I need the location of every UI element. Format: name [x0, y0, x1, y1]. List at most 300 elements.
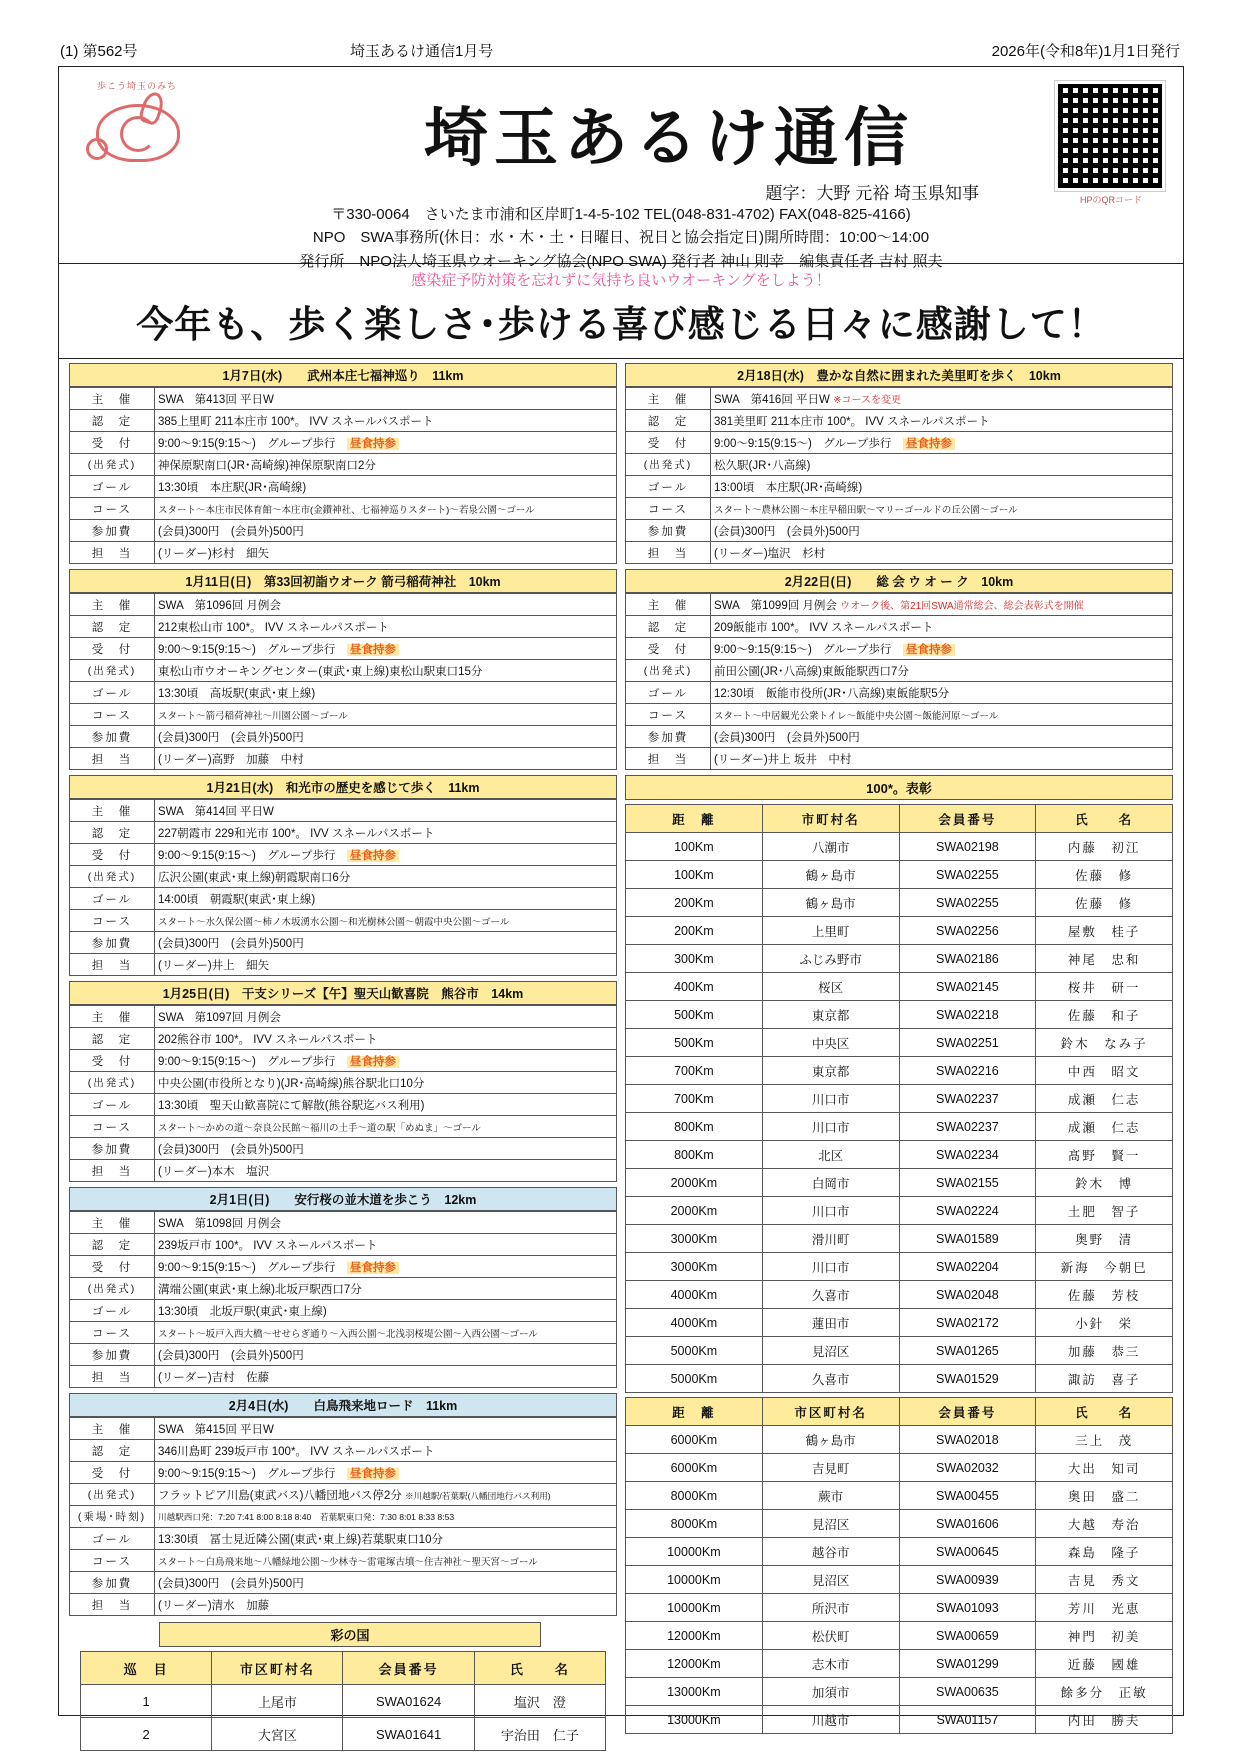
table-cell: SWA02048 — [899, 1281, 1036, 1309]
row-label-fee: 参加費 — [70, 932, 155, 954]
iro-table — [80, 1651, 606, 1751]
table-cell: SWA02255 — [899, 889, 1036, 917]
row-label-fee: 参加費 — [70, 1344, 155, 1366]
event-bus-times: 川越駅西口発：7:20 7:41 8:00 8:18 8:40 若葉駅東口発：7:30 8:01 8:33 8:53 — [155, 1506, 617, 1528]
masthead — [59, 67, 1183, 270]
event-goal: 13:30頃 北坂戸駅(東武･東上線) — [155, 1300, 617, 1322]
event-goal: 13:30頃 高坂駅(東武･東上線) — [155, 682, 617, 704]
table-cell: SWA02032 — [899, 1454, 1036, 1482]
table-cell: 佐藤 修 — [1036, 861, 1173, 889]
table-cell: 8000Km — [626, 1510, 763, 1538]
table-header-cell: 距 離 — [626, 1398, 763, 1426]
row-label-reception: 受 付 — [70, 432, 155, 454]
row-label-goal: ゴール — [70, 1094, 155, 1116]
table-row — [626, 917, 1173, 945]
event-block — [69, 569, 617, 770]
row-label-organizer: 主 催 — [70, 388, 155, 410]
table-header-cell: 会員番号 — [899, 805, 1036, 833]
row-label-leader: 担 当 — [70, 748, 155, 770]
table-cell: 6000Km — [626, 1426, 763, 1454]
table-cell: 500Km — [626, 1029, 763, 1057]
iro-section-title: 彩の国 — [159, 1622, 541, 1647]
table-cell: 成瀬 仁志 — [1036, 1113, 1173, 1141]
event-fee: (会員)300円 (会員外)500円 — [711, 726, 1173, 748]
lunch-badge: 昼食持参 — [903, 644, 955, 656]
table-cell: 東京都 — [762, 1001, 899, 1029]
table-cell: 5000Km — [626, 1365, 763, 1393]
table-row — [626, 1281, 1173, 1309]
event-start: 前田公園(JR･八高線)東飯能駅西口7分 — [711, 660, 1173, 682]
row-label-organizer: 主 催 — [70, 1418, 155, 1440]
row-label-certification: 認 定 — [626, 410, 711, 432]
address-line-2: NPO SWA事務所(休日：水・木・土・日曜日、祝日と協会指定日)開所時間：10:00～14:00 — [312, 229, 930, 247]
event-certification: 239坂戸市 100*。 IVV スネールパスポート — [155, 1234, 617, 1256]
table-cell: SWA02198 — [899, 833, 1036, 861]
lunch-badge: 昼食持参 — [347, 644, 399, 656]
table-row — [626, 1029, 1173, 1057]
event-title: 2月4日(水) 白鳥飛来地ロード 11km — [69, 1393, 617, 1417]
row-label-certification: 認 定 — [626, 616, 711, 638]
row-label-start: (出発式) — [70, 454, 155, 476]
row-label-goal: ゴール — [70, 888, 155, 910]
table-cell: 100Km — [626, 861, 763, 889]
table-cell: 吉見町 — [762, 1454, 899, 1482]
table-cell: 塩沢 澄 — [474, 1685, 605, 1718]
table-row — [626, 973, 1173, 1001]
table-cell: 800Km — [626, 1141, 763, 1169]
event-title: 1月11日(日) 第33回初詣ウオーク 箭弓稲荷神社 10km — [69, 569, 617, 593]
table-cell: SWA00635 — [899, 1678, 1036, 1706]
table-cell: SWA02218 — [899, 1001, 1036, 1029]
table-cell: SWA01624 — [343, 1685, 474, 1718]
table-cell: 10000Km — [626, 1594, 763, 1622]
event-reception: 9:00～9:15(9:15～) グループ歩行 昼食持参 — [155, 1256, 617, 1278]
event-certification: 202熊谷市 100*。 IVV スネールパスポート — [155, 1028, 617, 1050]
event-organizer: SWA 第1097回 月例会 — [155, 1006, 617, 1028]
table-cell: SWA00659 — [899, 1622, 1036, 1650]
table-cell: SWA02237 — [899, 1113, 1036, 1141]
event-course: スタート～白鳥飛来地～八幡緑地公園～少林寺～雷電塚古墳～住吉神社～聖天宮～ゴール — [155, 1550, 617, 1572]
pink-notice: 感染症予防対策を忘れずに気持ち良いウオーキングをしよう！ — [59, 263, 1183, 292]
row-label-course: コース — [70, 498, 155, 520]
table-cell: 餘多分 正敏 — [1036, 1678, 1173, 1706]
table-header-cell: 市区町村名 — [212, 1652, 343, 1685]
row-label-goal: ゴール — [70, 1528, 155, 1550]
event-reception: 9:00～9:15(9:15～) グループ歩行 昼食持参 — [155, 844, 617, 866]
table-cell: 500Km — [626, 1001, 763, 1029]
event-organizer: SWA 第414回 平日W — [155, 800, 617, 822]
table-row — [626, 1454, 1173, 1482]
row-label-certification: 認 定 — [70, 410, 155, 432]
row-label-leader: 担 当 — [70, 954, 155, 976]
table-cell: 100Km — [626, 833, 763, 861]
table-cell: SWA02256 — [899, 917, 1036, 945]
lunch-badge: 昼食持参 — [347, 1056, 399, 1068]
table-cell: 4000Km — [626, 1309, 763, 1337]
table-cell: 見沼区 — [762, 1337, 899, 1365]
table-cell: 700Km — [626, 1085, 763, 1113]
row-label-fee: 参加費 — [626, 726, 711, 748]
row-label-reception: 受 付 — [70, 1256, 155, 1278]
event-goal: 14:00頃 朝霞駅(東武･東上線) — [155, 888, 617, 910]
table-cell: 上尾市 — [212, 1685, 343, 1718]
table-header-cell: 会員番号 — [899, 1398, 1036, 1426]
table-cell: 土肥 智子 — [1036, 1197, 1173, 1225]
table-cell: 蕨市 — [762, 1482, 899, 1510]
row-label-start: (出発式) — [70, 866, 155, 888]
row-label-goal: ゴール — [626, 476, 711, 498]
table-cell: 200Km — [626, 917, 763, 945]
address-block — [59, 203, 1183, 273]
table-cell: 諏訪 喜子 — [1036, 1365, 1173, 1393]
table-cell: 佐藤 和子 — [1036, 1001, 1173, 1029]
row-label-start: (出発式) — [626, 454, 711, 476]
publication-date: 2026年(令和8年)1月1日発行 — [991, 43, 1180, 60]
row-label-reception: 受 付 — [70, 1050, 155, 1072]
event-fee: (会員)300円 (会員外)500円 — [155, 932, 617, 954]
left-column — [65, 363, 621, 1751]
event-reception: 9:00～9:15(9:15～) グループ歩行 昼食持参 — [155, 1462, 617, 1484]
table-cell: 吉見 秀文 — [1036, 1566, 1173, 1594]
lunch-badge: 昼食持参 — [347, 438, 399, 450]
table-row — [626, 833, 1173, 861]
event-course: スタート～本庄市民体育館～本庄市(金鑚神社、七福神巡りスタート)～若泉公園～ゴール — [155, 498, 617, 520]
table-row — [626, 1706, 1173, 1734]
event-start: 東松山市ウオーキングセンター(東武･東上線)東松山駅東口15分 — [155, 660, 617, 682]
table-cell: 志木市 — [762, 1650, 899, 1678]
table-row — [626, 945, 1173, 973]
event-title: 1月7日(水) 武州本庄七福神巡り 11km — [69, 363, 617, 387]
table-cell: 中央区 — [762, 1029, 899, 1057]
row-label-organizer: 主 催 — [70, 1212, 155, 1234]
table-cell: SWA02216 — [899, 1057, 1036, 1085]
row-label-course: コース — [70, 910, 155, 932]
address-line-1: 〒330-0064 さいたま市浦和区岸町1-4-5-102 TEL(048-831-4702) FAX(048-825-4166) — [331, 206, 911, 223]
row-label-fee: 参加費 — [70, 726, 155, 748]
table-cell: SWA02018 — [899, 1426, 1036, 1454]
event-leader: (リーダー)井上 細矢 — [155, 954, 617, 976]
row-label-course: コース — [70, 1322, 155, 1344]
event-organizer: SWA 第1096回 月例会 — [155, 594, 617, 616]
table-cell: SWA00939 — [899, 1566, 1036, 1594]
lunch-badge: 昼食持参 — [903, 438, 955, 450]
table-cell: 鶴ヶ島市 — [762, 889, 899, 917]
row-label-certification: 認 定 — [70, 1234, 155, 1256]
table-header-cell: 氏 名 — [1036, 805, 1173, 833]
table-cell: SWA01529 — [899, 1365, 1036, 1393]
table-row — [626, 1538, 1173, 1566]
row-label-leader: 担 当 — [70, 1160, 155, 1182]
table-cell: 12000Km — [626, 1622, 763, 1650]
table-cell: 10000Km — [626, 1538, 763, 1566]
event-start: 広沢公園(東武･東上線)朝霞駅南口6分 — [155, 866, 617, 888]
table-cell: SWA00455 — [899, 1482, 1036, 1510]
row-label-organizer: 主 催 — [70, 1006, 155, 1028]
event-fee: (会員)300円 (会員外)500円 — [155, 1344, 617, 1366]
row-label-reception: 受 付 — [70, 638, 155, 660]
event-certification: 381美里町 211本庄市 100*。 IVV スネールパスポート — [711, 410, 1173, 432]
table-cell: 髙野 賢一 — [1036, 1141, 1173, 1169]
event-start: 溝端公園(東武･東上線)北坂戸駅西口7分 — [155, 1278, 617, 1300]
table-cell: SWA02145 — [899, 973, 1036, 1001]
table-cell: 奥田 盛二 — [1036, 1482, 1173, 1510]
event-leader: (リーダー)吉村 佐藤 — [155, 1366, 617, 1388]
event-block — [625, 363, 1173, 564]
table-header-cell: 市区町村名 — [762, 1398, 899, 1426]
lunch-badge: 昼食持参 — [347, 1468, 399, 1480]
row-label-organizer: 主 催 — [70, 800, 155, 822]
event-certification: 212東松山市 100*。 IVV スネールパスポート — [155, 616, 617, 638]
table-cell: SWA02186 — [899, 945, 1036, 973]
event-block — [69, 363, 617, 564]
row-label-course: コース — [626, 498, 711, 520]
table-row — [626, 889, 1173, 917]
row-label-goal: ゴール — [70, 682, 155, 704]
table-row — [626, 1426, 1173, 1454]
event-organizer: SWA 第413回 平日W — [155, 388, 617, 410]
page-frame — [58, 66, 1184, 1743]
table-cell: 川口市 — [762, 1113, 899, 1141]
row-label-certification: 認 定 — [70, 616, 155, 638]
table-cell: 神尾 忠和 — [1036, 945, 1173, 973]
table-row — [626, 1001, 1173, 1029]
row-label-goal: ゴール — [626, 682, 711, 704]
table-cell: 内田 勝夫 — [1036, 1706, 1173, 1734]
table-cell: 400Km — [626, 973, 763, 1001]
swa-logo — [77, 79, 197, 169]
table-cell: 4000Km — [626, 1281, 763, 1309]
table-header-cell: 市町村名 — [762, 805, 899, 833]
event-start: 神保原駅南口(JR･高崎線)神保原駅南口2分 — [155, 454, 617, 476]
publication-name: 埼玉あるけ通信1月号 — [350, 43, 494, 60]
table-cell: SWA02255 — [899, 861, 1036, 889]
row-label-start: (出発式) — [70, 660, 155, 682]
event-title: 2月1日(日) 安行桜の並木道を歩こう 12km — [69, 1187, 617, 1211]
table-cell: 6000Km — [626, 1454, 763, 1482]
table-cell: 大越 寿治 — [1036, 1510, 1173, 1538]
rabbit-icon — [82, 94, 192, 164]
event-block — [69, 981, 617, 1182]
table-cell: 川口市 — [762, 1085, 899, 1113]
body-columns — [59, 359, 1183, 1751]
address-line-3: 発行所 NPO法人埼玉県ウオーキング協会(NPO SWA) 発行者 神山 則幸 編集責任者 吉村 照夫 — [299, 252, 943, 270]
row-label-course: コース — [70, 704, 155, 726]
row-label-reception: 受 付 — [626, 638, 711, 660]
event-certification: 385上里町 211本庄市 100*。 IVV スネールパスポート — [155, 410, 617, 432]
table-header-cell: 巡 目 — [80, 1652, 211, 1685]
table-row — [626, 1169, 1173, 1197]
table-header-cell: 氏 名 — [1036, 1398, 1173, 1426]
table-row — [80, 1718, 605, 1751]
row-label-start: (出発式) — [70, 1484, 155, 1506]
event-organizer: SWA 第1098回 月例会 — [155, 1212, 617, 1234]
event-leader: (リーダー)高野 加藤 中村 — [155, 748, 617, 770]
table-cell: 見沼区 — [762, 1566, 899, 1594]
award-table-1 — [625, 804, 1173, 1393]
event-fee: (会員)300円 (会員外)500円 — [711, 520, 1173, 542]
table-cell: 700Km — [626, 1057, 763, 1085]
table-cell: SWA02172 — [899, 1309, 1036, 1337]
table-cell: 宇治田 仁子 — [474, 1718, 605, 1751]
table-cell: 川口市 — [762, 1253, 899, 1281]
event-start: 中央公園(市役所となり)(JR･高崎線)熊谷駅北口10分 — [155, 1072, 617, 1094]
event-fee: (会員)300円 (会員外)500円 — [155, 1572, 617, 1594]
table-cell: 成瀬 仁志 — [1036, 1085, 1173, 1113]
table-cell: 300Km — [626, 945, 763, 973]
event-start: 松久駅(JR･八高線) — [711, 454, 1173, 476]
table-row — [626, 1566, 1173, 1594]
table-cell: 13000Km — [626, 1678, 763, 1706]
row-label-course: コース — [626, 704, 711, 726]
table-cell: SWA01093 — [899, 1594, 1036, 1622]
event-certification: 227朝霞市 229和光市 100*。 IVV スネールパスポート — [155, 822, 617, 844]
event-organizer: SWA 第1099回 月例会 ウオーク後、第21回SWA通常総会、総会表彰式を開催 — [711, 594, 1173, 616]
table-cell: 内藤 初江 — [1036, 833, 1173, 861]
table-cell: SWA00645 — [899, 1538, 1036, 1566]
table-cell: 12000Km — [626, 1650, 763, 1678]
qr-code — [1055, 81, 1167, 206]
row-label-certification: 認 定 — [70, 822, 155, 844]
row-label-course: コース — [70, 1116, 155, 1138]
row-label-organizer: 主 催 — [626, 388, 711, 410]
table-cell: 1 — [80, 1685, 211, 1718]
event-goal: 13:30頃 聖天山歓喜院にて解散(熊谷駅迄バス利用) — [155, 1094, 617, 1116]
table-cell: 小針 栄 — [1036, 1309, 1173, 1337]
event-leader: (リーダー)塩沢 杉村 — [711, 542, 1173, 564]
event-block — [69, 775, 617, 976]
table-cell: 鶴ヶ島市 — [762, 1426, 899, 1454]
event-certification: 209飯能市 100*。 IVV スネールパスポート — [711, 616, 1173, 638]
award-table-2 — [625, 1397, 1173, 1734]
event-reception: 9:00～9:15(9:15～) グループ歩行 昼食持参 — [711, 638, 1173, 660]
table-cell: SWA01265 — [899, 1337, 1036, 1365]
table-cell: 三上 茂 — [1036, 1426, 1173, 1454]
row-label-leader: 担 当 — [70, 1594, 155, 1616]
event-course: スタート～水久保公園～柿ノ木坂湧水公園～和光樹林公園～朝霞中央公園～ゴール — [155, 910, 617, 932]
table-row — [626, 1253, 1173, 1281]
table-cell: 奥野 清 — [1036, 1225, 1173, 1253]
row-label-fee: 参加費 — [626, 520, 711, 542]
table-cell: 久喜市 — [762, 1281, 899, 1309]
event-reception: 9:00～9:15(9:15～) グループ歩行 昼食持参 — [711, 432, 1173, 454]
row-label-goal: ゴール — [70, 476, 155, 498]
table-cell: 3000Km — [626, 1225, 763, 1253]
table-cell: 東京都 — [762, 1057, 899, 1085]
event-course: スタート～中居観光公衆トイレ～飯能中央公園～飯能河原～ゴール — [711, 704, 1173, 726]
table-cell: 屋敷 桂子 — [1036, 917, 1173, 945]
table-cell: 加藤 恭三 — [1036, 1337, 1173, 1365]
table-cell: 佐藤 修 — [1036, 889, 1173, 917]
table-row — [626, 1482, 1173, 1510]
table-cell: 2000Km — [626, 1169, 763, 1197]
event-title: 1月21日(水) 和光市の歴史を感じて歩く 11km — [69, 775, 617, 799]
table-cell: SWA02155 — [899, 1169, 1036, 1197]
table-cell: SWA01589 — [899, 1225, 1036, 1253]
table-cell: 上里町 — [762, 917, 899, 945]
event-leader: (リーダー)清水 加藤 — [155, 1594, 617, 1616]
table-cell: 2000Km — [626, 1197, 763, 1225]
row-label-fee: 参加費 — [70, 1138, 155, 1160]
table-cell: 神門 初美 — [1036, 1622, 1173, 1650]
event-block — [625, 569, 1173, 770]
row-label-bus: (乗場･時刻) — [70, 1506, 155, 1528]
table-row — [626, 1510, 1173, 1538]
table-cell: 森島 隆子 — [1036, 1538, 1173, 1566]
event-organizer: SWA 第415回 平日W — [155, 1418, 617, 1440]
row-label-start: (出発式) — [626, 660, 711, 682]
row-label-course: コース — [70, 1550, 155, 1572]
row-label-reception: 受 付 — [70, 1462, 155, 1484]
table-cell: 近藤 國雄 — [1036, 1650, 1173, 1678]
page-title: 埼玉あるけ通信 — [424, 101, 914, 176]
row-label-reception: 受 付 — [70, 844, 155, 866]
table-cell: 八潮市 — [762, 833, 899, 861]
table-row — [626, 1085, 1173, 1113]
table-row — [626, 1594, 1173, 1622]
row-label-organizer: 主 催 — [70, 594, 155, 616]
table-cell: 中西 昭文 — [1036, 1057, 1173, 1085]
table-row — [626, 1650, 1173, 1678]
event-goal: 13:00頃 本庄駅(JR･高崎線) — [711, 476, 1173, 498]
event-reception: 9:00～9:15(9:15～) グループ歩行 昼食持参 — [155, 1050, 617, 1072]
table-cell: SWA02251 — [899, 1029, 1036, 1057]
row-label-goal: ゴール — [70, 1300, 155, 1322]
top-line — [60, 40, 1180, 61]
headline: 今年も、歩く楽しさ･歩ける喜び感じる日々に感謝して！ — [59, 292, 1183, 359]
table-row — [626, 1113, 1173, 1141]
table-cell: 川越市 — [762, 1706, 899, 1734]
table-cell: 13000Km — [626, 1706, 763, 1734]
table-cell: 加須市 — [762, 1678, 899, 1706]
row-label-leader: 担 当 — [70, 1366, 155, 1388]
table-cell: SWA01157 — [899, 1706, 1036, 1734]
table-row — [626, 1365, 1173, 1393]
row-label-leader: 担 当 — [70, 542, 155, 564]
table-row — [626, 1337, 1173, 1365]
table-cell: 芳川 光恵 — [1036, 1594, 1173, 1622]
table-cell: SWA02204 — [899, 1253, 1036, 1281]
table-row — [626, 1225, 1173, 1253]
lunch-badge: 昼食持参 — [347, 1262, 399, 1274]
table-cell: 桜井 研一 — [1036, 973, 1173, 1001]
event-block — [69, 1393, 617, 1616]
table-row — [626, 1057, 1173, 1085]
table-cell: 2 — [80, 1718, 211, 1751]
event-fee: (会員)300円 (会員外)500円 — [155, 726, 617, 748]
event-leader: (リーダー)井上 坂井 中村 — [711, 748, 1173, 770]
event-leader: (リーダー)本木 塩沢 — [155, 1160, 617, 1182]
qr-caption: HPのQRコード — [1079, 195, 1142, 205]
event-goal: 12:30頃 飯能市役所(JR･八高線)東飯能駅5分 — [711, 682, 1173, 704]
row-label-reception: 受 付 — [626, 432, 711, 454]
table-cell: 5000Km — [626, 1337, 763, 1365]
table-cell: 所沢市 — [762, 1594, 899, 1622]
event-goal: 13:30頃 冨士見近隣公園(東武･東上線)若葉駅東口10分 — [155, 1528, 617, 1550]
event-course: スタート～かめの道～奈良公民館～福川の土手～道の駅「めぬま」～ゴール — [155, 1116, 617, 1138]
table-cell: SWA01606 — [899, 1510, 1036, 1538]
table-row — [626, 1197, 1173, 1225]
table-cell: SWA02224 — [899, 1197, 1036, 1225]
table-header-cell: 会員番号 — [343, 1652, 474, 1685]
table-cell: 鈴木 なみ子 — [1036, 1029, 1173, 1057]
table-cell: 3000Km — [626, 1253, 763, 1281]
table-cell: 久喜市 — [762, 1365, 899, 1393]
row-label-certification: 認 定 — [70, 1440, 155, 1462]
table-cell: 8000Km — [626, 1482, 763, 1510]
table-cell: 佐藤 芳枝 — [1036, 1281, 1173, 1309]
event-start: フラットピア川島(東武バス)八幡団地バス停2分 ※川越駅/若葉駅(八幡団地行バス利用) — [155, 1484, 617, 1506]
issue-number: (1) 第562号 — [60, 43, 138, 60]
